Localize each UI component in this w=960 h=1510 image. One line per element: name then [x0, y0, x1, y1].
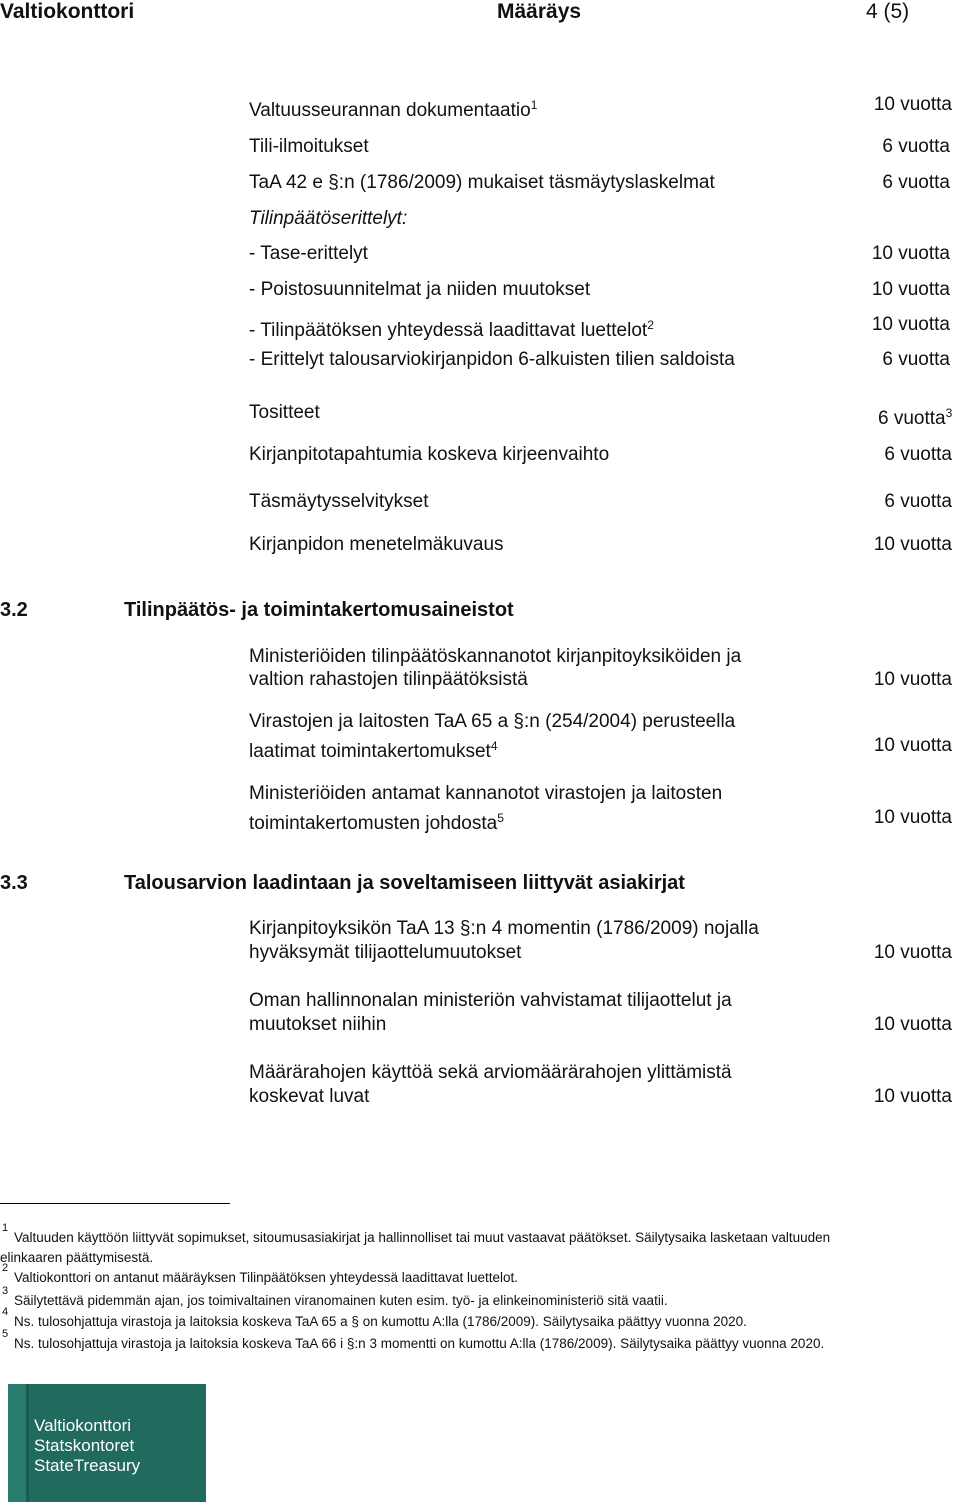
retention-value: 10 vuotta	[873, 534, 952, 555]
list-item	[249, 93, 537, 123]
list-item: Tili-ilmoitukset	[249, 136, 369, 157]
footnote-number: 5	[2, 1328, 9, 1340]
retention-value: 6 vuotta	[882, 136, 950, 157]
footnote	[0, 1328, 955, 1354]
retention-value: 10 vuotta	[873, 94, 952, 115]
footnote	[0, 1285, 955, 1311]
list-item-line: Kirjanpitoyksikön TaA 13 §:n 4 momentin (1786/2009) nojalla	[249, 918, 759, 939]
footnote-ref: 5	[497, 811, 504, 825]
logo-line: Valtiokonttori	[34, 1416, 132, 1435]
retention-value: 10 vuotta	[873, 1014, 952, 1035]
retention-value: 10 vuotta	[871, 243, 950, 264]
list-item-line: Oman hallinnonalan ministeriön vahvistamat tilijaottelut ja	[249, 990, 732, 1011]
footnote-number: 2	[2, 1262, 9, 1274]
retention-value: 6 vuotta	[882, 172, 950, 193]
list-item: Tositteet	[249, 402, 320, 423]
footnote-text: Valtiokonttori on antanut määräyksen Tilinpäätöksen yhteydessä laadittavat luettelot.	[14, 1270, 519, 1285]
list-item-line	[249, 806, 504, 836]
list-item-line: hyväksymät tilijaottelumuutokset	[249, 942, 522, 963]
list-item: - Tase-erittelyt	[249, 243, 368, 264]
list-item-line	[249, 734, 498, 764]
value-text: 6 vuotta	[878, 408, 946, 429]
retention-value: 10 vuotta	[873, 807, 952, 828]
list-item: Täsmäytysselvitykset	[249, 491, 429, 512]
retention-value: 10 vuotta	[871, 279, 950, 300]
retention-value: 10 vuotta	[871, 314, 950, 335]
item-label: toimintakertomusten johdosta	[249, 813, 498, 834]
retention-value	[878, 401, 952, 431]
retention-value: 10 vuotta	[873, 1086, 952, 1107]
section-title: Talousarvion laadintaan ja soveltamiseen liittyvät asiakirjat	[124, 872, 685, 894]
page-number: 4 (5)	[866, 0, 910, 23]
footnote	[0, 1306, 955, 1332]
retention-value: 6 vuotta	[884, 491, 952, 512]
footnote-continuation	[0, 1247, 955, 1268]
list-item-line: Ministeriöiden tilinpäätöskannanotot kirjanpitoyksiköiden ja	[249, 646, 742, 667]
footnote-ref: 2	[647, 318, 654, 332]
list-item: - Erittelyt talousarviokirjanpidon 6-alkuisten tilien saldoista	[249, 349, 735, 370]
list-item: Kirjanpitotapahtumia koskeva kirjeenvaihto	[249, 444, 610, 465]
footnote-text: Säilytettävä pidemmän ajan, jos toimivaltainen viranomainen kuten esim. työ- ja elinkeinoministeriö sitä vaatii.	[14, 1293, 668, 1308]
document-type: Määräys	[497, 0, 582, 23]
footnote-text: Valtuuden käyttöön liittyvät sopimukset, sitoumusasiakirjat ja hallinnolliset tai muut vastaavat päätökset. Säilytysaika lasketaan valtuuden	[14, 1230, 831, 1245]
item-label: - Tilinpäätöksen yhteydessä laadittavat luettelot	[249, 320, 648, 341]
footnote-text: Ns. tulosohjattuja virastoja ja laitoksia koskeva TaA 65 a § on kumottu A:lla (1786/2009). Säilytysaika päättyy vuonna 2020.	[14, 1314, 747, 1329]
section-number: 3.3	[0, 872, 28, 894]
list-item-line: Määrärahojen käyttöä sekä arviomäärärahojen ylittämistä	[249, 1062, 732, 1083]
list-item: - Poistosuunnitelmat ja niiden muutokset	[249, 279, 591, 300]
list-item: TaA 42 e §:n (1786/2009) mukaiset täsmäytyslaskelmat	[249, 172, 715, 193]
footnote-number: 3	[2, 1285, 9, 1297]
retention-value: 10 vuotta	[873, 942, 952, 963]
item-label: Valtuusseurannan dokumentaatio	[249, 100, 531, 121]
logo-stripe	[26, 1384, 29, 1502]
list-item	[249, 313, 654, 343]
list-item-line: valtion rahastojen tilinpäätöksistä	[249, 669, 528, 690]
logo-line: StateTreasury	[34, 1456, 141, 1475]
logo-line: Statskontoret	[34, 1436, 135, 1455]
footnote-number: 1	[2, 1222, 9, 1234]
section-number: 3.2	[0, 599, 28, 621]
list-item: Kirjanpidon menetelmäkuvaus	[249, 534, 504, 555]
item-label: laatimat toimintakertomukset	[249, 741, 491, 762]
list-item-line: Virastojen ja laitosten TaA 65 a §:n (254/2004) perusteella	[249, 711, 736, 732]
retention-value: 6 vuotta	[884, 444, 952, 465]
footnote	[0, 1262, 955, 1288]
logo-stripe	[8, 1384, 26, 1502]
section-heading	[0, 871, 685, 895]
list-subheading: Tilinpäätöserittelyt:	[249, 208, 408, 229]
retention-value: 6 vuotta	[882, 349, 950, 370]
list-item-line: muutokset niihin	[249, 1014, 387, 1035]
list-item-line: koskevat luvat	[249, 1086, 370, 1107]
retention-value: 10 vuotta	[873, 735, 952, 756]
list-item-line: Ministeriöiden antamat kannanotot virastojen ja laitosten	[249, 783, 723, 804]
footnote-divider	[0, 1203, 230, 1204]
footnote	[0, 1222, 955, 1248]
footnote-ref: 1	[530, 98, 538, 112]
section-heading	[0, 598, 514, 622]
state-treasury-logo	[8, 1384, 206, 1502]
footnote-text: elinkaaren päättymisestä.	[0, 1250, 154, 1265]
org-name: Valtiokonttori	[0, 0, 135, 23]
footnote-number: 4	[2, 1306, 9, 1318]
footnote-text: Ns. tulosohjattuja virastoja ja laitoksia koskeva TaA 66 i §:n 3 momentti on kumottu A:lla (1786/2009). Säilytysaika päättyy vuonna 2020.	[14, 1336, 825, 1351]
footnote-ref: 4	[490, 739, 498, 753]
section-title: Tilinpäätös- ja toimintakertomusaineistot	[124, 599, 514, 621]
retention-value: 10 vuotta	[873, 669, 952, 690]
footnote-ref: 3	[945, 406, 953, 420]
